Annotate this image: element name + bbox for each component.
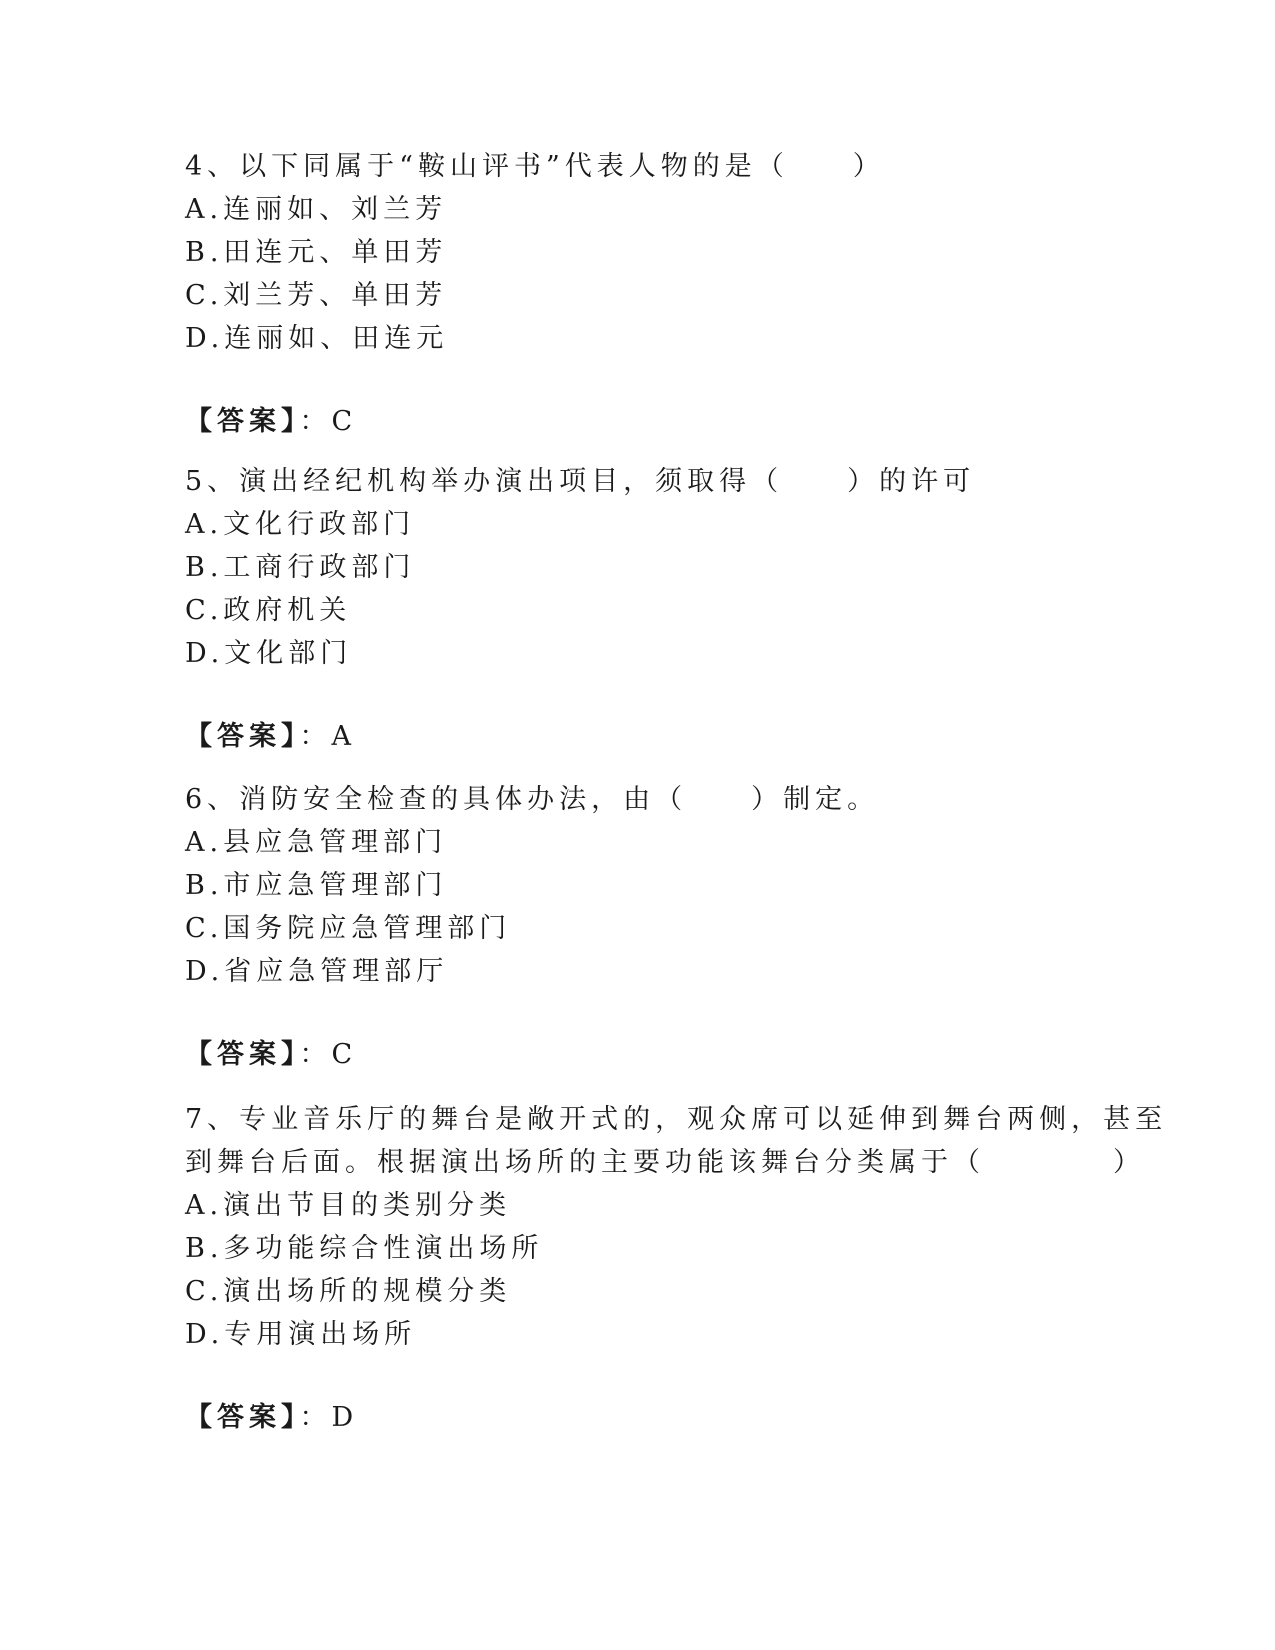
option-b: B.市应急管理部门 (185, 870, 448, 901)
option-a: A.演出节目的类别分类 (185, 1190, 512, 1221)
option-c: C.刘兰芳、单田芳 (185, 280, 448, 311)
option-d: D.连丽如、田连元 (185, 323, 449, 354)
option-c: C.国务院应急管理部门 (185, 913, 512, 944)
option-d: D.专用演出场所 (185, 1319, 417, 1350)
question-stem: 5、演出经纪机构举办演出项目，须取得（ ）的许可 (185, 466, 976, 497)
answer-value: D (331, 1402, 359, 1433)
answer-label: 【答案】 (185, 1402, 300, 1433)
option-c: C.演出场所的规模分类 (185, 1276, 512, 1307)
answer-line (185, 400, 1085, 443)
question-6 (185, 778, 1085, 1076)
answer-value: C (331, 1039, 358, 1070)
question-stem: 4、以下同属于“鞍山评书”代表人物的是（ ） (185, 151, 885, 182)
answer-separator: ： (299, 406, 332, 437)
question-5 (185, 460, 1085, 758)
question-stem-line-1: 7、专业音乐厅的舞台是敞开式的，观众席可以延伸到舞台两侧，甚至 (185, 1104, 1168, 1135)
question-stem: 6、消防安全检查的具体办法，由（ ）制定。 (185, 784, 880, 815)
answer-line (185, 1396, 1085, 1439)
option-a: A.县应急管理部门 (185, 827, 448, 858)
question-7 (185, 1098, 1168, 1439)
answer-label: 【答案】 (185, 721, 300, 752)
option-b: B.田连元、单田芳 (185, 237, 448, 268)
answer-separator: ： (299, 1402, 332, 1433)
option-a: A.文化行政部门 (185, 509, 416, 540)
answer-label: 【答案】 (185, 1039, 300, 1070)
option-d: D.省应急管理部厅 (185, 956, 449, 987)
option-b: B.工商行政部门 (185, 552, 416, 583)
question-stem-line-2: 到舞台后面。根据演出场所的主要功能该舞台分类属于（ ） (185, 1147, 1145, 1178)
answer-line (185, 715, 1085, 758)
option-c: C.政府机关 (185, 595, 352, 626)
option-b: B.多功能综合性演出场所 (185, 1233, 544, 1264)
answer-separator: ： (299, 1039, 332, 1070)
answer-separator: ： (299, 721, 332, 752)
answer-line (185, 1033, 1085, 1076)
answer-value: A (331, 721, 356, 752)
answer-label: 【答案】 (185, 406, 300, 437)
option-a: A.连丽如、刘兰芳 (185, 194, 448, 225)
question-4 (185, 145, 1085, 443)
answer-value: C (331, 406, 358, 437)
option-d: D.文化部门 (185, 638, 353, 669)
